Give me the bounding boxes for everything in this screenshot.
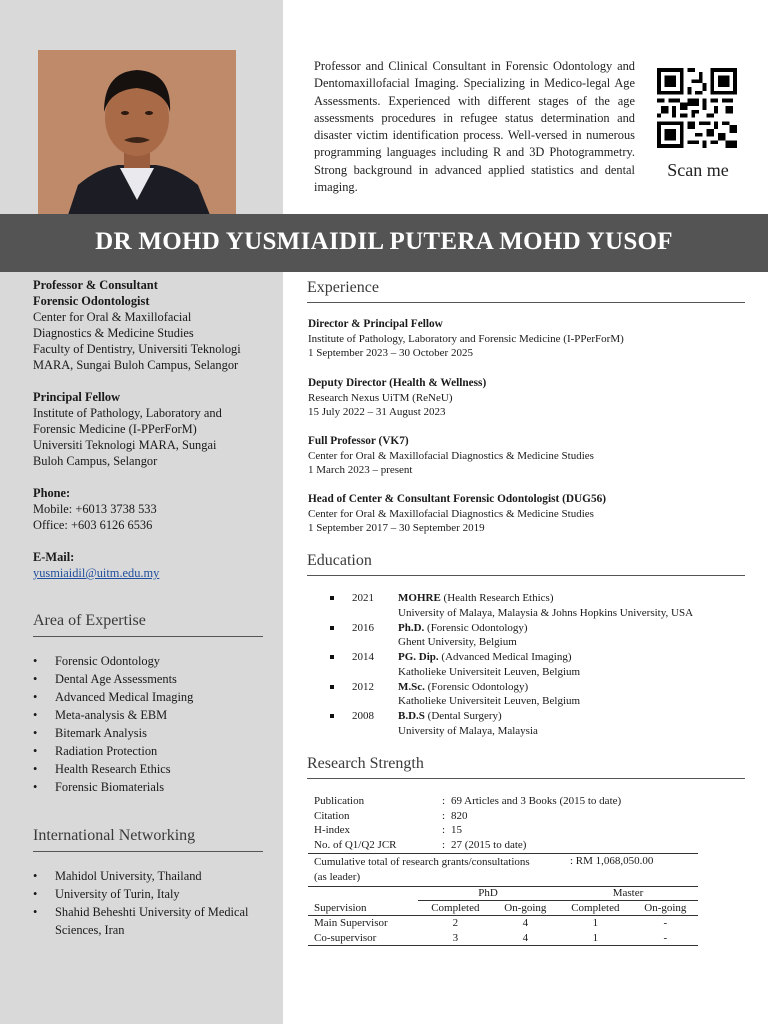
list-item: • Advanced Medical Imaging [33,688,273,706]
experience-item [308,376,748,420]
position-line: Faculty of Dentistry, Universiti Teknologi [33,342,241,356]
education-field: (Dental Surgery) [427,710,502,723]
experience-org: Center for Oral & Maxillofacial Diagnostics & Medicine Studies [308,507,594,520]
education-degree: MOHRE [398,592,441,604]
row-header: Supervision [308,901,418,916]
education-field: (Forensic Odontology) [427,680,529,693]
education-field: (Advanced Medical Imaging) [441,651,572,664]
column-header: On-going [493,901,558,916]
education-year: 2012 [352,680,374,693]
education-institution: University of Malaya, Malaysia & Johns Hopkins University, USA [398,606,694,619]
email-block [33,549,273,581]
bullet-icon [330,626,334,630]
column-header: On-going [633,901,698,916]
education-degree: B.D.S [398,710,425,723]
education-list [330,591,750,739]
position-line: Institute of Pathology, Laboratory and [33,406,222,420]
table-cell: - [633,931,698,946]
list-item: • Health Research Ethics [33,760,273,778]
grants-label: Cumulative total of research grants/consultations [314,856,530,868]
experience-item [308,434,748,478]
education-year: 2014 [352,651,374,664]
education-degree: PG. Dip. [398,651,439,664]
research-heading: Research Strength [307,755,745,779]
position-line: Universiti Teknologi MARA, Sungai [33,438,217,452]
qr-code-icon[interactable] [657,68,737,148]
education-year: 2008 [352,710,374,723]
metric-label: Citation [314,809,350,822]
list-item: • Bitemark Analysis [33,724,273,742]
table-cell: - [663,917,668,930]
table-cell: 4 [522,917,529,930]
phone-mobile: Mobile: +6013 3738 533 [33,502,157,516]
education-year: 2021 [352,592,374,604]
experience-heading: Experience [307,279,745,303]
group-header-master: Master [558,886,698,901]
education-institution: Katholieke Universiteit Leuven, Belgium [398,665,581,678]
list-item: • Dental Age Assessments [33,670,273,688]
metric-separator: : [442,838,446,851]
position-primary [33,277,273,373]
metric-label: No. of Q1/Q2 JCR [314,838,397,851]
grants-value: : RM 1,068,050.00 [570,855,654,867]
position-line: Center for Oral & Maxillofacial [33,310,192,324]
bullet-icon [330,714,334,718]
position-title: Forensic Odontologist [33,294,150,308]
column-header: Completed [558,901,633,916]
position-line: Buloh Campus, Selangor [33,454,158,468]
metric-row [314,794,714,809]
phone-label: Phone: [33,486,71,500]
experience-org: Institute of Pathology, Laboratory and Forensic Medicine (I-PPerForM) [308,332,624,345]
education-field: (Forensic Odontology) [427,621,528,634]
table-cell: 3 [418,931,493,946]
education-item [330,650,750,680]
column-header: Completed [418,901,493,916]
email-label: E-Mail: [33,550,75,564]
grants-label-note: (as leader) [314,870,361,883]
position-line: MARA, Sungai Buloh Campus, Selangor [33,358,239,372]
metric-value: 15 [451,824,462,837]
table-row [308,931,698,946]
metric-separator: : [442,809,446,822]
table-row [308,916,698,931]
experience-title: Director & Principal Fellow [308,318,443,330]
table-header-row [308,886,698,901]
education-item [330,709,750,739]
metric-value: 69 Articles and 3 Books (2015 to date) [451,795,622,807]
profile-photo [38,50,236,215]
table-cell-role: Main Supervisor [314,917,388,930]
education-year: 2016 [352,621,374,634]
experience-dates: 15 July 2022 – 31 August 2023 [308,406,446,419]
full-name: DR MOHD YUSMIAIDIL PUTERA MOHD YUSOF [95,228,673,255]
networking-heading: International Networking [33,827,263,852]
experience-dates: 1 March 2023 – present [308,464,413,477]
bullet-icon [330,685,334,689]
experience-dates: 1 September 2023 – 30 October 2025 [308,347,473,360]
supervision-table [308,886,698,946]
experience-item [308,317,748,361]
education-degree: M.Sc. [398,680,425,693]
education-institution: Katholieke Universiteit Leuven, Belgium [398,695,581,708]
list-item: • Meta-analysis & EBM [33,706,273,724]
research-metrics [314,794,714,854]
experience-org: Research Nexus UiTM (ReNeU) [308,391,453,404]
networking-list [33,867,273,939]
list-item: • Forensic Odontology [33,652,273,670]
metric-row [314,838,714,853]
position-title: Principal Fellow [33,390,121,404]
list-item: • Mahidol University, Thailand [33,867,273,885]
grants-row [308,853,698,887]
experience-org: Center for Oral & Maxillofacial Diagnostics & Medicine Studies [308,449,594,462]
metric-separator: : [442,824,446,837]
metric-label: Publication [314,795,365,807]
metric-value: 820 [451,809,468,822]
table-cell: 4 [493,931,558,946]
education-institution: Ghent University, Belgium [398,636,517,649]
education-institution: University of Malaya, Malaysia [398,724,538,737]
experience-title: Deputy Director (Health & Wellness) [308,377,487,389]
experience-dates: 1 September 2017 – 30 September 2019 [308,522,485,535]
table-cell: 1 [558,931,633,946]
list-item: • Forensic Biomaterials [33,778,273,796]
list-item: • Shahid Beheshti University of Medical Sciences, Iran [33,903,273,939]
phone-office: Office: +603 6126 6536 [33,518,153,532]
email-link[interactable]: yusmiaidil@uitm.edu.my [33,566,160,580]
education-item [330,680,750,710]
experience-title: Full Professor (VK7) [308,435,409,447]
expertise-heading: Area of Expertise [33,612,263,637]
experience-title: Head of Center & Consultant Forensic Odontologist (DUG56) [308,493,606,505]
position-title: Professor & Consultant [33,278,158,292]
metric-separator: : [442,795,446,807]
education-degree: Ph.D. [398,621,425,634]
table-header-row [308,901,698,916]
experience-item [308,492,748,536]
bullet-icon [330,596,334,600]
expertise-list [33,652,273,796]
table-cell: 2 [452,917,459,930]
education-field: (Health Research Ethics) [443,592,554,604]
profile-summary: Professor and Clinical Consultant in Forensic Odontology and Dentomaxillofacial Imaging. Specializing in Medico-legal Age Assessments. Experienced with different stages of the age assessments procedures in refugee status determination and disaster victim identification process. Well-versed in numerous programming languages including R and 3D Photogrammetry. Strong background in advanced applied statistics and dental imaging. [314,59,635,195]
metric-row [314,809,714,824]
bullet-icon [330,655,334,659]
group-header-phd: PhD [418,886,558,901]
list-item: • University of Turin, Italy [33,885,273,903]
phone-block [33,485,273,533]
metric-row [314,823,714,838]
position-line: Forensic Medicine (I-PPerForM) [33,422,197,436]
position-line: Diagnostics & Medicine Studies [33,326,194,340]
position-secondary [33,389,273,469]
metric-label: H-index [314,824,351,837]
education-item [330,621,750,651]
metric-value: 27 (2015 to date) [451,838,527,851]
education-item [330,591,750,621]
education-heading: Education [307,552,745,576]
qr-caption: Scan me [667,160,729,180]
list-item: • Radiation Protection [33,742,273,760]
table-cell-role: Co-supervisor [308,931,418,946]
table-cell: 1 [592,917,599,930]
